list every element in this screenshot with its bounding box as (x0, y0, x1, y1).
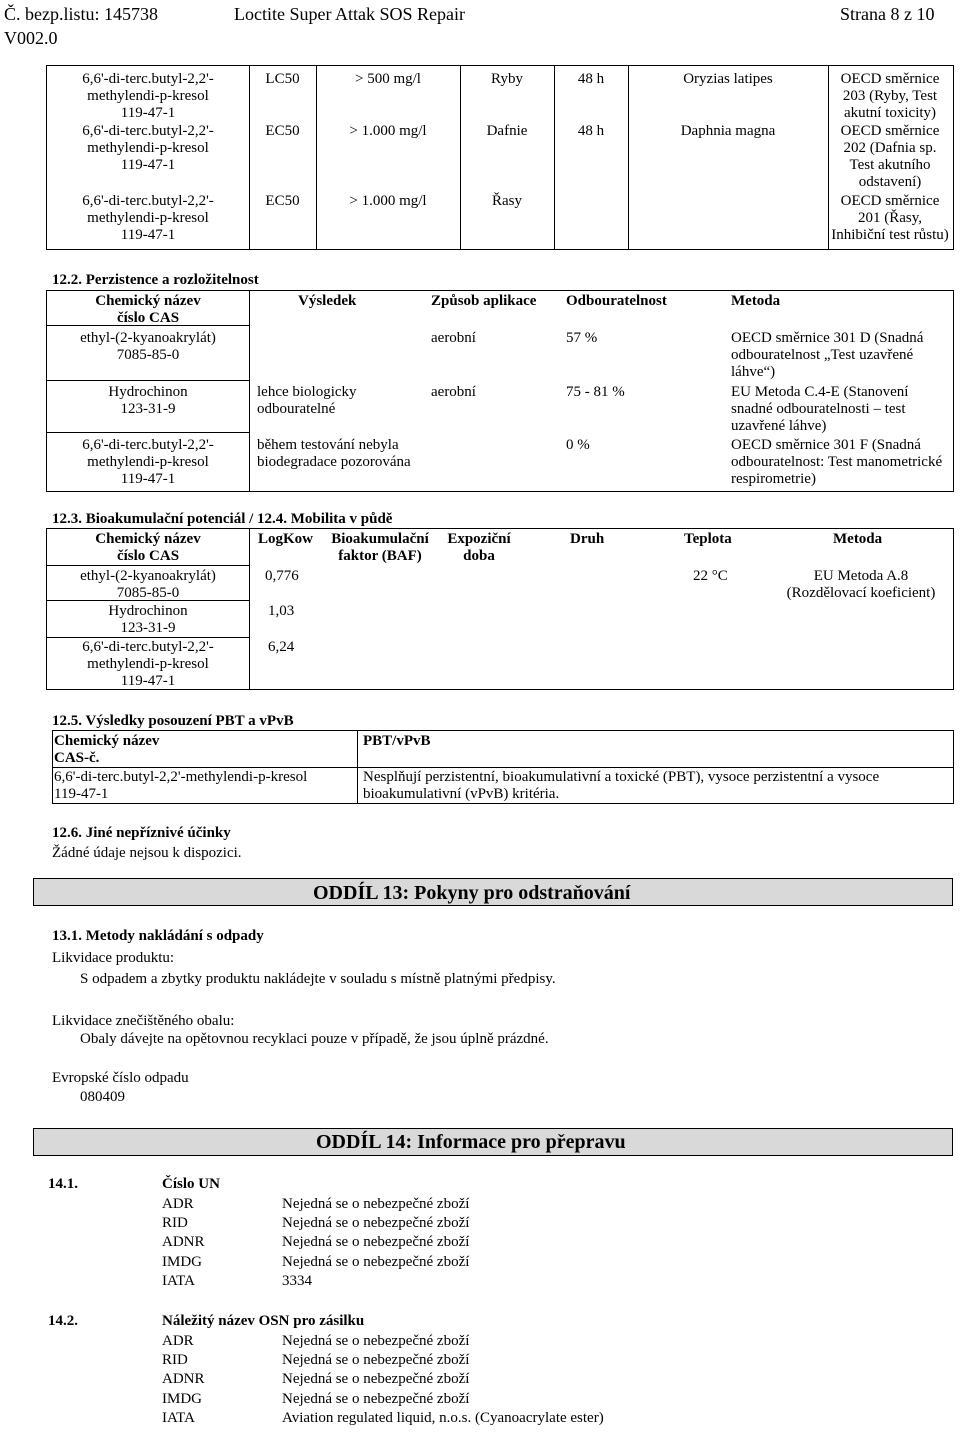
tox-group: Ryby (491, 71, 523, 87)
tox-species: Oryzias latipes (683, 71, 773, 87)
col-exposure: Expoziční doba (447, 531, 511, 564)
temperature-cell: 22 °C (693, 568, 728, 584)
transport-value: Nejedná se o nebezpečné zboží (282, 1215, 470, 1231)
section-13-1-title: 13.1. Metody nakládání s odpady (52, 928, 264, 944)
transport-mode: ADNR (162, 1371, 205, 1387)
section-12-3-title: 12.3. Bioakumulační potenciál / 12.4. Mobilita v půdě (52, 511, 393, 527)
logkow-cell: 6,24 (268, 639, 295, 655)
degradability-cell: 75 - 81 % (566, 384, 625, 400)
table-row: 6,6'-di-terc.butyl-2,2'- methylendi-p-kresol 119-47-1 (82, 123, 214, 173)
col-degradability: Odbouratelnost (566, 293, 667, 309)
method-cell: OECD směrnice 301 F (Snadná odbouratelnost: Test manometrické respirometrie) (731, 437, 943, 487)
table-row: Hydrochinon 123-31-9 (108, 384, 188, 417)
tox-method: OECD směrnice 201 (Řasy, Inhibiční test růstu) (831, 193, 949, 243)
tox-time: 48 h (577, 123, 605, 139)
transport-mode: RID (162, 1352, 188, 1368)
table-row: ethyl-(2-kyanoakrylát) 7085-85-0 (80, 568, 216, 601)
tox-group: Dafnie (486, 123, 528, 139)
logkow-cell: 1,03 (268, 603, 295, 619)
section-14-1-number: 14.1. (48, 1176, 78, 1192)
route-cell: aerobní (431, 384, 476, 400)
product-disposal-text: S odpadem a zbytky produktu nakládejte v souladu s místně platnými předpisy. (80, 971, 556, 987)
transport-mode: RID (162, 1215, 188, 1231)
transport-mode: ADR (162, 1196, 194, 1212)
transport-value: Nejedná se o nebezpečné zboží (282, 1391, 470, 1407)
pbt-result: Nesplňují perzistentní, bioakumulativní a toxické (PBT), vysoce perzistentní a vysoce bioakumulativní (vPvB) kritéria. (363, 769, 880, 802)
transport-value: Nejedná se o nebezpečné zboží (282, 1254, 470, 1270)
tox-group: Řasy (492, 193, 522, 209)
section-12-6-text: Žádné údaje nejsou k dispozici. (52, 845, 242, 861)
col-species: Druh (570, 531, 605, 547)
transport-mode: IATA (162, 1410, 195, 1426)
waste-code: 080409 (80, 1089, 125, 1105)
transport-value: Nejedná se o nebezpečné zboží (282, 1333, 470, 1349)
section-12-5-title: 12.5. Výsledky posouzení PBT a vPvB (52, 713, 294, 729)
transport-mode: IMDG (162, 1254, 202, 1270)
result-cell: lehce biologicky odbouratelné (257, 384, 357, 417)
col-baf: Bioakumulační faktor (BAF) (331, 531, 429, 564)
method-cell: EU Metoda C.4-E (Stanovení snadné odbouratelnosti – test uzavřené láhve) (731, 384, 909, 434)
section-14-2-title: Náležitý název OSN pro zásilku (162, 1313, 365, 1329)
tox-type: EC50 (265, 123, 300, 139)
col-logkow: LogKow (258, 531, 314, 547)
table-row: 6,6'-di-terc.butyl-2,2'-methylendi-p-kresol 119-47-1 (54, 769, 308, 802)
method-cell: OECD směrnice 301 D (Snadná odbouratelnost „Test uzavřené láhve“) (731, 330, 924, 380)
section-13-title: ODDÍL 13: Pokyny pro odstraňování (313, 882, 631, 904)
transport-mode: IATA (162, 1273, 195, 1289)
transport-value: Nejedná se o nebezpečné zboží (282, 1352, 470, 1368)
degradability-cell: 0 % (566, 437, 590, 453)
packaging-disposal-text: Obaly dávejte na opětovnou recyklaci pouze v případě, že jsou úplně prázdné. (80, 1031, 549, 1047)
col-method: Metoda (833, 531, 883, 547)
col-pbt: PBT/vPvB (363, 733, 431, 749)
col-chemical-name: Chemický název číslo CAS (95, 293, 201, 326)
degradability-cell: 57 % (566, 330, 598, 346)
col-result: Výsledek (298, 293, 357, 309)
transport-mode: IMDG (162, 1391, 202, 1407)
version: V002.0 (4, 28, 58, 48)
table-row: 6,6'-di-terc.butyl-2,2'- methylendi-p-kresol 119-47-1 (82, 71, 214, 121)
section-14-1-title: Číslo UN (162, 1176, 220, 1192)
tox-time: 48 h (577, 71, 605, 87)
col-chemical-name: Chemický název CAS-č. (54, 733, 160, 766)
page-number: Strana 8 z 10 (840, 4, 935, 24)
section-14-2-number: 14.2. (48, 1313, 78, 1329)
tox-species: Daphnia magna (680, 123, 776, 139)
logkow-cell: 0,776 (265, 568, 299, 584)
col-route: Způsob aplikace (431, 293, 537, 309)
tox-method: OECD směrnice 203 (Ryby, Test akutní toxicity) (840, 71, 940, 121)
product-disposal-label: Likvidace produktu: (52, 950, 175, 966)
table-row: 6,6'-di-terc.butyl-2,2'- methylendi-p-kresol 119-47-1 (82, 639, 214, 689)
col-method: Metoda (731, 293, 781, 309)
table-row: ethyl-(2-kyanoakrylát) 7085-85-0 (80, 330, 216, 363)
result-cell: během testování nebyla biodegradace pozorována (257, 437, 411, 470)
col-temperature: Teplota (684, 531, 732, 547)
method-cell: EU Metoda A.8 (Rozdělovací koeficient) (786, 568, 936, 601)
product-name: Loctite Super Attak SOS Repair (234, 4, 465, 24)
tox-type: LC50 (265, 71, 300, 87)
table-row: Hydrochinon 123-31-9 (108, 603, 188, 636)
packaging-disposal-label: Likvidace znečištěného obalu: (52, 1013, 235, 1029)
sheet-number: Č. bezp.listu: 145738 (4, 4, 158, 24)
section-12-6-title: 12.6. Jiné nepříznivé účinky (52, 825, 231, 841)
col-chemical-name: Chemický název číslo CAS (95, 531, 201, 564)
section-12-2-title: 12.2. Perzistence a rozložitelnost (52, 272, 259, 288)
tox-value: > 1.000 mg/l (349, 193, 427, 209)
tox-value: > 1.000 mg/l (349, 123, 427, 139)
tox-value: > 500 mg/l (355, 71, 421, 87)
transport-value: Nejedná se o nebezpečné zboží (282, 1196, 470, 1212)
transport-mode: ADNR (162, 1234, 205, 1250)
transport-value: Nejedná se o nebezpečné zboží (282, 1234, 470, 1250)
transport-mode: ADR (162, 1333, 194, 1349)
table-row: 6,6'-di-terc.butyl-2,2'- methylendi-p-kresol 119-47-1 (82, 437, 214, 487)
table-row: 6,6'-di-terc.butyl-2,2'- methylendi-p-kresol 119-47-1 (82, 193, 214, 243)
transport-value: Nejedná se o nebezpečné zboží (282, 1371, 470, 1387)
tox-method: OECD směrnice 202 (Dafnia sp. Test akutního odstavení) (840, 123, 940, 190)
transport-value: Aviation regulated liquid, n.o.s. (Cyanoacrylate ester) (282, 1410, 604, 1426)
route-cell: aerobní (431, 330, 476, 346)
section-14-title: ODDÍL 14: Informace pro přepravu (316, 1131, 626, 1153)
transport-value: 3334 (282, 1273, 312, 1289)
waste-code-label: Evropské číslo odpadu (52, 1070, 189, 1086)
tox-type: EC50 (265, 193, 300, 209)
